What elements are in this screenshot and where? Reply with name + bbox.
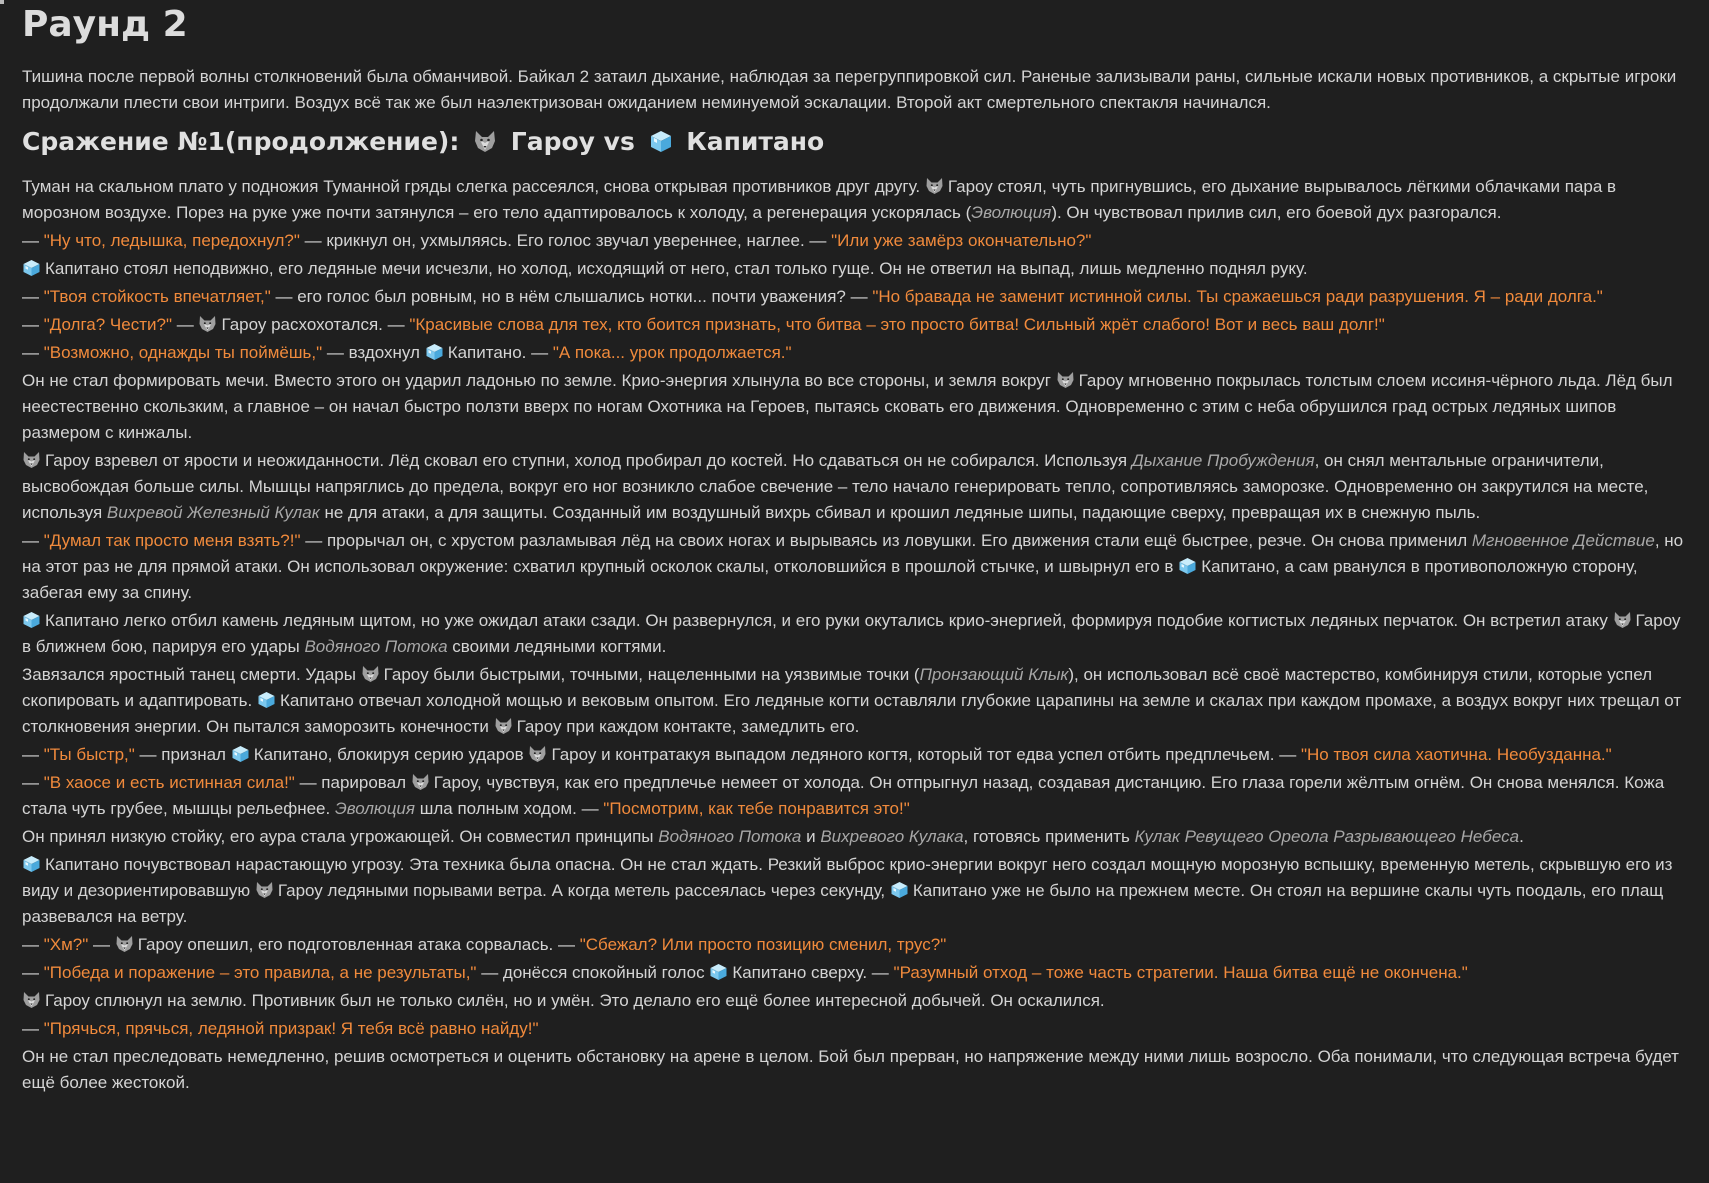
dialogue-quote: "Но твоя сила хаотична. Необузданна." [1300, 745, 1612, 764]
story-paragraph [22, 824, 1692, 850]
narration-text: Гароу и контратакуя выпадом ледяного когтя, который тот едва успел отбить предплечьем. — [551, 745, 1301, 764]
wolf-icon [361, 665, 380, 683]
narration-text: Гароу, чувствуя, как его предплечье немеет от холода. Он отпрыгнул назад, создавая дистанцию. Его глаза горели жёлтым огнём. Он снова менялся. Кожа стала чуть грубее, мышцы рельефнее. [22, 773, 1665, 818]
page-title: Раунд 2 [22, 4, 188, 45]
narration-text: Гароу были быстрыми, точными, нацеленными на уязвимые точки ( [383, 665, 920, 684]
narration-text: — [22, 343, 44, 362]
narration-text: — [22, 231, 44, 250]
story-paragraph [22, 284, 1692, 310]
narration-text: — его голос был ровным, но в нём слышались нотки... почти уважения? — [270, 287, 873, 306]
narration-text: — [88, 935, 115, 954]
narration-text: Гароу взревел от ярости и неожиданности. Лёд сковал его ступни, холод пробирал до костей. Но сдаваться он не собирался. Используя [45, 451, 1132, 470]
dialogue-quote: "Или уже замёрз окончательно?" [831, 231, 1092, 250]
ice-cube-icon [1178, 557, 1197, 575]
narration-text: — парировал [294, 773, 411, 792]
technique-name: Эволюция [334, 799, 415, 818]
technique-name: Вихревой Железный Кулак [106, 503, 320, 522]
narration-text: , он снял ментальные ограничители, высвобождая больше силы. Мышцы напряглись до предела, вокруг его ног возникло слабое свечение – тело начало генерировать тепло, сопротивляясь заморозке. Одновременно он закрутился на месте, используя [22, 451, 1649, 522]
story-paragraph [22, 312, 1692, 338]
narration-text: — признал [134, 745, 231, 764]
story-paragraph [22, 1044, 1692, 1096]
intro-paragraph: Тишина после первой волны столкновений была обманчивой. Байкал 2 затаил дыхание, наблюдая за перегруппировкой сил. Раненые зализывали раны, сильные искали новых противников, а скрытые игроки продолжали плести свои интриги. Воздух всё так же был наэлектризован ожиданием неминуемой эскалации. Второй акт смертельного спектакля начинался. [22, 67, 1677, 112]
narration-text: — прорычал он, с хрустом разламывая лёд на своих ногах и вырываясь из ловушки. Его движения стали ещё быстрее, резче. Он снова применил [300, 531, 1472, 550]
narration-text: Он принял низкую стойку, его аура стала угрожающей. Он совместил принципы [22, 827, 659, 846]
narration-text: Он не стал формировать мечи. Вместо этого он ударил ладонью по земле. Крио-энергия хлынула во все стороны, и земля вокруг [22, 371, 1056, 390]
dialogue-quote: "Думал так просто меня взять?!" [43, 531, 301, 550]
narration-text: Гароу ледяными порывами ветра. А когда метель рассеялась через секунду, [277, 881, 890, 900]
technique-name: Кулак Ревущего Ореола Разрывающего Небеса [1134, 827, 1520, 846]
ice-cube-icon [648, 128, 674, 154]
narration-text: — [22, 1019, 44, 1038]
technique-name: Пронзающий Клык [919, 665, 1069, 684]
narration-text: Он не стал преследовать немедленно, решив осмотреться и оценить обстановку на арене в целом. Бой был прерван, но напряжение между ними лишь возросло. Оба понимали, что следующая встреча будет ещё более жестокой. [22, 1047, 1679, 1092]
narration-text: Гароу при каждом контакте, замедлить его. [516, 717, 860, 736]
narration-text: Капитано уже не было на прежнем месте. Он стоял на вершине скалы чуть поодаль, его плащ развевался на ветру. [22, 881, 1664, 926]
fighter2-name: Капитано [686, 127, 825, 156]
technique-name: Водяного Потока [658, 827, 802, 846]
story-paragraph [22, 932, 1692, 958]
wolf-icon [1613, 611, 1632, 629]
narration-text: своими ледяными когтями. [447, 637, 667, 656]
story-paragraph [22, 662, 1692, 740]
vs-label: vs [603, 127, 635, 156]
narration-text: Капитано, а сам рванулся в противоположную сторону, забегая ему за спину. [22, 557, 1638, 602]
battle-heading [22, 120, 1692, 174]
narration-text: — [172, 315, 199, 334]
narration-text: Капитано почувствовал нарастающую угрозу. Эта техника была опасна. Он не стал ждать. Резкий выброс крио-энергии вокруг него создал мощную морозную вспышку, временную метель, скрывшую его из виду и дезориентировавшую [22, 855, 1673, 900]
narration-text: Капитано легко отбил камень ледяным щитом, но уже ожидал атаки сзади. Он развернулся, и его руки окутались крио-энергией, формируя подобие когтистых ледяных перчаток. Он встретил атаку [45, 611, 1613, 630]
dialogue-quote: "Долга? Чести?" [43, 315, 172, 334]
dialogue-quote: "Сбежал? Или просто позицию сменил, трус?" [579, 935, 947, 954]
story-paragraph [22, 1016, 1692, 1042]
narration-text: не для атаки, а для защиты. Созданный им воздушный вихрь сбивал и крошил ледяные шипы, падающие сверху, превращая их в снежную пыль. [319, 503, 1481, 522]
narration-text: — [22, 531, 44, 550]
narration-text: Капитано стоял неподвижно, его ледяные мечи исчезли, но холод, исходящий от него, стал только гуще. Он не ответил на выпад, лишь медленно поднял руку. [45, 259, 1308, 278]
story-paragraph [22, 368, 1692, 446]
technique-name: Дыхание Пробуждения [1131, 451, 1315, 470]
dialogue-quote: "Красивые слова для тех, кто боится признать, что битва – это просто битва! Сильный жрёт слабого! Вот и весь ваш долг!" [409, 315, 1385, 334]
fighter1-name: Гароу [510, 127, 595, 156]
narration-text: Капитано сверху. — [732, 963, 894, 982]
story-paragraph [22, 256, 1692, 282]
ice-cube-icon [22, 855, 41, 873]
technique-name: Водяного Потока [304, 637, 448, 656]
battle-heading-prefix: Сражение №1(продолжение): [22, 127, 460, 156]
narration-text: — [22, 287, 44, 306]
narration-text: — вздохнул [322, 343, 425, 362]
technique-name: Вихревого Кулака [820, 827, 964, 846]
ice-cube-icon [231, 745, 250, 763]
narration-text: . [1519, 827, 1524, 846]
dialogue-quote: "Победа и поражение – это правила, а не результаты," [43, 963, 477, 982]
ice-cube-icon [22, 259, 41, 277]
ice-cube-icon [425, 343, 444, 361]
story-paragraph [22, 988, 1692, 1014]
narration-text: — [22, 963, 44, 982]
narration-text: и [801, 827, 821, 846]
story-paragraph [22, 742, 1692, 768]
dialogue-quote: "Хм?" [43, 935, 89, 954]
wolf-icon [22, 451, 41, 469]
narration-text: Гароу стоял, чуть пригнувшись, его дыхание вырывалось лёгкими облачками пара в морозном воздухе. Порез на руке уже почти затянулся – его тело адаптировалось к холоду, а регенерация ускорялась ( [22, 177, 1617, 222]
dialogue-quote: "А пока... урок продолжается." [552, 343, 792, 362]
narration-text: — [22, 745, 44, 764]
narration-text: Гароу сплюнул на землю. Противник был не только силён, но и умён. Это делало его ещё более интересной добычей. Он оскалился. [45, 991, 1105, 1010]
narration-text: ). Он чувствовал прилив сил, его боевой дух разгорался. [1051, 203, 1502, 222]
story-paragraph [22, 174, 1692, 226]
narration-text: Завязался яростный танец смерти. Удары [22, 665, 361, 684]
narration-text: Гароу в ближнем бою, парируя его удары [22, 611, 1681, 656]
dialogue-quote: "Ну что, ледышка, передохнул?" [43, 231, 300, 250]
narration-text: — [22, 773, 44, 792]
ice-cube-icon [257, 691, 276, 709]
dialogue-quote: "Посмотрим, как тебе понравится это!" [603, 799, 910, 818]
ice-cube-icon [22, 611, 41, 629]
technique-name: Мгновенное Действие [1471, 531, 1655, 550]
narration-text: Гароу мгновенно покрылась толстым слоем иссиня-чёрного льда. Лёд был неестественно скользким, а главное – он начал быстро ползти вверх по ногам Охотника на Героев, пытаясь сковать его движения. Одновременно с этим с неба обрушился град острых ледяных шипов размером с кинжалы. [22, 371, 1673, 442]
story-paragraph [22, 960, 1692, 986]
wolf-icon [115, 935, 134, 953]
narration-text: Капитано. — [447, 343, 553, 362]
wolf-icon [925, 177, 944, 195]
narration-text: Гароу опешил, его подготовленная атака сорвалась. — [137, 935, 580, 954]
wolf-icon [411, 773, 430, 791]
narration-text: Туман на скальном плато у подножия Туманной гряды слегка рассеялся, снова открывая противников друг другу. [22, 177, 925, 196]
wolf-icon [22, 991, 41, 1009]
narration-text: Капитано, блокируя серию ударов [253, 745, 529, 764]
narration-text: , готовясь применить [963, 827, 1135, 846]
ice-cube-icon [890, 881, 909, 899]
corner-marker [0, 0, 4, 4]
narration-text: Гароу расхохотался. — [221, 315, 410, 334]
story-paragraph [22, 852, 1692, 930]
narration-text: — крикнул он, ухмыляясь. Его голос звучал увереннее, наглее. — [299, 231, 832, 250]
narration-text: — [22, 935, 44, 954]
ice-cube-icon [709, 963, 728, 981]
story-paragraph [22, 448, 1692, 526]
story-paragraph [22, 770, 1692, 822]
dialogue-quote: "Ты быстр," [43, 745, 135, 764]
wolf-icon [528, 745, 547, 763]
dialogue-quote: "Возможно, однажды ты поймёшь," [43, 343, 323, 362]
story-paragraph [22, 608, 1692, 660]
wolf-icon [255, 881, 274, 899]
technique-name: Эволюция [971, 203, 1052, 222]
dialogue-quote: "Но бравада не заменит истинной силы. Ты сражаешься ради разрушения. Я – ради долга." [872, 287, 1603, 306]
dialogue-quote: "Разумный отход – тоже часть стратегии. Наша битва ещё не окончена." [893, 963, 1468, 982]
wolf-icon [472, 128, 498, 154]
story-paragraph [22, 228, 1692, 254]
narration-text: ), он использовал всё своё мастерство, комбинируя стили, которые успел скопировать и адаптировать. [22, 665, 1653, 710]
dialogue-quote: "В хаосе и есть истинная сила!" [43, 773, 295, 792]
story-paragraph [22, 528, 1692, 606]
wolf-icon [494, 717, 513, 735]
document [22, 0, 1692, 1098]
dialogue-quote: "Твоя стойкость впечатляет," [43, 287, 271, 306]
narration-text: — [22, 315, 44, 334]
narration-text: шла полным ходом. — [414, 799, 604, 818]
wolf-icon [198, 315, 217, 333]
narration-text: , но на этот раз не для прямой атаки. Он использовал окружение: схватил крупный осколок скалы, отколовшийся в прошлой стычке, и швырнул его в [22, 531, 1684, 576]
story-body [22, 174, 1692, 1096]
dialogue-quote: "Прячься, прячься, ледяной призрак! Я тебя всё равно найду!" [43, 1019, 539, 1038]
wolf-icon [1056, 371, 1075, 389]
narration-text: Капитано отвечал холодной мощью и вековым опытом. Его ледяные когти оставляли глубокие царапины на земле и скалах при каждом промахе, а воздух вокруг них трещал от столкновения энергии. Он пытался заморозить конечности [22, 691, 1682, 736]
narration-text: — донёсся спокойный голос [476, 963, 710, 982]
story-paragraph [22, 340, 1692, 366]
